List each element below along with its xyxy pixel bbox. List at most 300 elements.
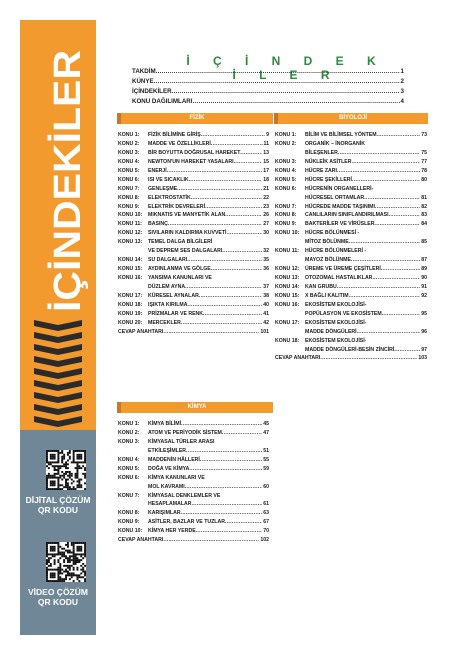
- entry-number: KONU 13:: [118, 239, 143, 246]
- entry-label: KONU DAĞILIMLARI: [132, 98, 193, 105]
- qr-panel: [20, 430, 96, 635]
- page-number: 103: [418, 355, 427, 362]
- entry-title: AYDINLANMA VE GÖLGE: [148, 266, 211, 273]
- page-number: 91: [421, 283, 427, 290]
- chevron-mark: [34, 344, 82, 355]
- answer-key-entry[interactable]: [275, 354, 427, 363]
- page-number: 95: [421, 310, 427, 317]
- toc-entry[interactable]: [118, 256, 269, 265]
- entry-number: [118, 483, 148, 492]
- page-number: 42: [263, 319, 269, 326]
- entry-title: POPÜLASYON VE EKOSİSTEM: [305, 310, 382, 317]
- toc-entry[interactable]: [118, 131, 269, 140]
- dot-leader: [181, 420, 262, 429]
- toc-entry[interactable]: [118, 420, 269, 429]
- dot-leader: [187, 301, 262, 310]
- entry-number: KONU 9:: [118, 519, 140, 526]
- page-number: 37: [263, 283, 269, 290]
- entry-number: KONU 20:: [118, 319, 143, 326]
- entry-number: KONU 18:: [275, 337, 300, 344]
- dot-leader: [320, 354, 417, 363]
- entry-number: KONU 6:: [118, 474, 140, 481]
- dot-leader: [163, 328, 259, 337]
- dot-leader: [211, 265, 262, 274]
- page-number: 89: [421, 266, 427, 273]
- chevron-mark: [34, 332, 82, 343]
- page-number: 9: [266, 132, 269, 138]
- page-number: 38: [263, 292, 269, 299]
- entry-number: KONU 5:: [118, 465, 140, 472]
- entry-number: KONU 2:: [275, 140, 297, 147]
- dot-leader: [192, 500, 263, 509]
- entry-number: KONU 1:: [118, 421, 140, 427]
- dot-leader: [225, 518, 262, 527]
- chevron-mark: [34, 404, 82, 415]
- dot-leader: [357, 328, 421, 337]
- dot-leader: [337, 167, 420, 176]
- entry-title: MADDE VE ÖZELLİKLERİ: [148, 140, 211, 147]
- entry-number: [118, 247, 148, 256]
- entry-number: KONU 4:: [275, 167, 297, 174]
- entry-title: HESAPLAMALAR: [148, 501, 192, 508]
- entry-title: ENERJİ: [148, 167, 167, 174]
- entry-number: KONU 9:: [118, 203, 140, 210]
- page-number: 26: [263, 212, 269, 219]
- page-number: 45: [263, 421, 269, 427]
- entry-number: KONU 14:: [118, 257, 143, 264]
- dot-leader: [205, 203, 262, 212]
- toc-entry[interactable]: [275, 229, 427, 238]
- toc-entry[interactable]: [275, 203, 427, 212]
- toc-entry[interactable]: [118, 301, 269, 310]
- kimya-entry-list: [118, 420, 269, 545]
- dot-leader: [168, 220, 262, 229]
- dot-leader: [189, 176, 263, 185]
- front-matter-row[interactable]: [132, 67, 404, 77]
- toc-entry[interactable]: [275, 265, 427, 274]
- toc-entry[interactable]: [275, 149, 427, 158]
- dot-leader: [227, 229, 263, 238]
- toc-entry[interactable]: [275, 274, 427, 283]
- dot-leader: [200, 456, 262, 465]
- page-number: 13: [263, 149, 269, 156]
- entry-title: MAYOZ BÖLÜNME: [305, 257, 351, 264]
- page-number: 84: [421, 221, 427, 228]
- entry-number: KONU 11:: [275, 248, 299, 255]
- entry-number: CEVAP ANAHTARI: [275, 355, 321, 362]
- entry-number: KONU 8:: [118, 510, 140, 517]
- biyoloji-entry-list: [275, 131, 427, 363]
- entry-title: MIKNATIS VE MANYETİK ALAN: [148, 212, 226, 219]
- toc-entry[interactable]: [118, 229, 269, 238]
- entry-number: KONU 8:: [275, 212, 297, 219]
- chevron-decoration: [20, 316, 96, 428]
- entry-label: TAKDİM: [132, 68, 156, 75]
- entry-title: HÜCRESEL ORTAMLAR: [305, 194, 365, 201]
- page-number: 82: [421, 203, 427, 210]
- dot-leader: [349, 238, 421, 247]
- toc-entry[interactable]: [118, 310, 269, 319]
- entry-number: [275, 238, 305, 247]
- toc-entry[interactable]: [275, 292, 427, 301]
- dot-leader: [186, 447, 262, 456]
- dot-leader: [352, 176, 420, 185]
- dot-leader: [163, 536, 259, 545]
- entry-number: KONU 13:: [275, 275, 300, 281]
- toc-entry[interactable]: [118, 194, 269, 203]
- dot-leader: [167, 167, 262, 176]
- dot-leader: [372, 274, 420, 283]
- entry-title: X BAĞLI KALITIM: [305, 292, 349, 299]
- toc-entry[interactable]: [118, 185, 269, 194]
- toc-entry[interactable]: [275, 337, 427, 346]
- dot-leader: [364, 194, 420, 203]
- dot-leader: [382, 310, 421, 319]
- answer-key-entry[interactable]: [118, 328, 269, 337]
- entry-title: ATOM VE PERİYODİK SİSTEM: [148, 429, 222, 436]
- entry-title: EKOSİSTEM EKOLOJİSİ-: [305, 337, 367, 344]
- page-number: 85: [421, 239, 427, 246]
- entry-title: MOL KAVRAMI: [148, 483, 185, 490]
- entry-title: MADDE DÖNGÜLERİ-BESİN ZİNCİRİ: [305, 346, 395, 353]
- page-number: 35: [263, 257, 269, 264]
- entry-number: KONU 3:: [275, 158, 297, 165]
- dot-leader: [234, 158, 263, 167]
- entry-number: KONU 8:: [118, 194, 140, 201]
- entry-title: EKOSİSTEM EKOLOJİSİ-: [305, 301, 367, 308]
- entry-title: EKOSİSTEM EKOLOJİSİ-: [305, 319, 367, 326]
- front-matter-row[interactable]: [132, 97, 404, 107]
- entry-number: [118, 500, 148, 509]
- toc-entry[interactable]: [118, 167, 269, 176]
- dot-leader: [187, 256, 262, 265]
- toc-entry[interactable]: [118, 149, 269, 158]
- toc-entry[interactable]: [275, 328, 427, 337]
- entry-title: DOĞA VE KİMYA: [148, 465, 190, 472]
- toc-entry[interactable]: [118, 292, 269, 301]
- toc-entry[interactable]: [118, 265, 269, 274]
- toc-entry[interactable]: [275, 220, 427, 229]
- entry-title: KİMYA BİLİMİ: [148, 421, 182, 427]
- fizik-entry-list: [118, 131, 269, 337]
- front-matter-row[interactable]: [132, 77, 404, 87]
- page-number: 63: [263, 510, 269, 517]
- entry-number: KONU 19:: [118, 310, 143, 317]
- entry-number: KONU 17:: [275, 319, 300, 326]
- entry-number: KONU 16:: [118, 275, 143, 281]
- entry-number: KONU 4:: [118, 456, 140, 463]
- qr2-label-line1: VİDEO ÇÖZÜM: [28, 587, 88, 597]
- video-solution-qr-code[interactable]: [46, 542, 86, 582]
- page-number: 41: [263, 310, 269, 317]
- page-number: 51: [263, 447, 269, 454]
- entry-number: KONU 4:: [118, 158, 140, 165]
- digital-solution-qr-code[interactable]: [46, 450, 86, 490]
- page-number: 32: [263, 248, 269, 255]
- chevron-mark: [34, 416, 82, 427]
- page-number: 27: [263, 221, 269, 228]
- toc-entry[interactable]: [275, 256, 427, 265]
- entry-label: KÜNYE: [132, 78, 154, 85]
- entry-number: KONU 5:: [118, 167, 140, 174]
- toc-entry[interactable]: [118, 492, 269, 501]
- entry-number: [118, 283, 148, 292]
- page-number: 30: [263, 230, 269, 237]
- entry-title: GENLEŞME: [148, 185, 178, 192]
- dot-leader: [374, 220, 420, 229]
- entry-title: KAN GRUBU: [305, 283, 337, 290]
- page-number: 2: [400, 78, 404, 85]
- toc-entry[interactable]: [118, 518, 269, 527]
- chevron-mark: [34, 368, 82, 379]
- toc-entry[interactable]: [275, 176, 427, 185]
- toc-entry[interactable]: [275, 131, 427, 140]
- entry-number: KONU 15:: [275, 292, 300, 299]
- entry-title: CANLILARIN SINIFLANDIRILMASI: [305, 212, 389, 219]
- entry-number: KONU 7:: [275, 203, 297, 210]
- section-header-kimya: KİMYA: [117, 402, 273, 413]
- page-number: 87: [421, 257, 427, 264]
- toc-entry[interactable]: [275, 140, 427, 149]
- entry-number: KONU 10:: [118, 528, 143, 535]
- toc-entry[interactable]: [118, 447, 269, 456]
- entry-number: CEVAP ANAHTARI: [118, 537, 164, 544]
- toc-entry[interactable]: [275, 319, 427, 328]
- toc-entry[interactable]: [275, 167, 427, 176]
- toc-entry[interactable]: [118, 247, 269, 256]
- entry-number: KONU 2:: [118, 140, 140, 147]
- entry-number: KONU 14:: [275, 283, 300, 290]
- dot-leader: [185, 283, 262, 292]
- dot-leader: [349, 292, 421, 301]
- entry-number: [275, 310, 305, 319]
- page-number: 77: [421, 158, 427, 165]
- page-number: 47: [263, 429, 269, 436]
- toc-entry[interactable]: [275, 310, 427, 319]
- entry-number: KONU 7:: [118, 185, 140, 192]
- entry-number: KONU 12:: [275, 266, 300, 273]
- page-number: 36: [263, 266, 269, 273]
- page-number: 96: [421, 328, 427, 335]
- answer-key-entry[interactable]: [118, 536, 269, 545]
- entry-title: ÜREME VE ÜREME ÇEŞİTLERİ: [305, 266, 381, 273]
- sidebar-orange-band: [20, 20, 96, 430]
- entry-title: SU DALGALARI: [148, 257, 188, 264]
- page-number: 67: [263, 519, 269, 526]
- entry-title: IŞIKTA KIRILMA: [148, 301, 188, 308]
- toc-entry[interactable]: [118, 203, 269, 212]
- toc-entry[interactable]: [118, 438, 269, 447]
- entry-number: KONU 10:: [118, 212, 143, 219]
- entry-label: İÇİNDEKİLER: [132, 88, 172, 95]
- page-number: 92: [421, 292, 427, 299]
- section-header-fizik: FİZİK: [117, 113, 273, 124]
- dot-leader: [211, 140, 263, 149]
- front-matter-row[interactable]: [132, 87, 404, 97]
- toc-entry[interactable]: [118, 429, 269, 438]
- entry-title: FİZİK BİLİMİNE GİRİŞ: [148, 132, 201, 138]
- entry-title: ASİTLER, BAZLAR VE TUZLAR: [148, 519, 225, 526]
- entry-title: ELEKTROSTATİK: [148, 194, 191, 201]
- entry-number: KONU 1:: [275, 132, 297, 138]
- entry-title: ORGANİK – İNORGANİK: [305, 140, 365, 147]
- entry-title: BAKTERİLER VE VİRÜSLER: [305, 221, 375, 228]
- dot-leader: [181, 509, 263, 518]
- entry-number: [275, 256, 305, 265]
- entry-title: MADDE DÖNGÜLERİ: [305, 328, 357, 335]
- toc-entry[interactable]: [275, 346, 427, 355]
- entry-title: YANSIMA KANUNLARI VE: [148, 275, 212, 281]
- dot-leader: [222, 429, 262, 438]
- qr1-label-line1: DİJİTAL ÇÖZÜM: [25, 495, 91, 505]
- toc-entry[interactable]: [118, 220, 269, 229]
- qr2-label-line2: QR KODU: [37, 597, 79, 607]
- entry-title: KİMYASAL TÜRLER ARASI: [148, 438, 215, 445]
- page-number: 97: [421, 346, 427, 353]
- entry-number: [275, 194, 305, 203]
- entry-number: KONU 7:: [118, 492, 140, 499]
- entry-title: HÜCREDE MADDE TAŞINIMI: [305, 203, 375, 210]
- page-number: 18: [263, 176, 269, 183]
- toc-entry[interactable]: [275, 211, 427, 220]
- page-number: 101: [260, 328, 269, 335]
- toc-entry[interactable]: [118, 527, 269, 536]
- entry-title: OTOZOMAL HASTALIKLAR: [305, 275, 373, 281]
- toc-entry[interactable]: [118, 509, 269, 518]
- entry-title: BİLİM VE BİLİMSEL YÖNTEM: [305, 132, 377, 138]
- toc-entry[interactable]: [118, 140, 269, 149]
- entry-title: HÜCRE ŞEKİLLERİ: [305, 176, 352, 183]
- chevron-mark: [34, 320, 82, 331]
- dot-leader: [189, 465, 262, 474]
- entry-number: KONU 9:: [275, 221, 297, 228]
- page-number: 23: [263, 203, 269, 210]
- toc-entry[interactable]: [118, 474, 269, 483]
- entry-number: KONU 10:: [275, 230, 300, 237]
- page-number: 4: [400, 98, 404, 105]
- entry-title: ISI VE SICAKLIK: [148, 176, 189, 183]
- page-number: 55: [263, 456, 269, 463]
- page-number: 11: [263, 140, 269, 147]
- entry-number: KONU 15:: [118, 266, 143, 273]
- entry-number: [275, 328, 305, 337]
- toc-entry[interactable]: [118, 500, 269, 509]
- entry-title: DÜZLEM AYNA: [148, 283, 186, 290]
- entry-title: ETKİLEŞİMLER: [148, 447, 187, 454]
- section-header-biyoloji: BİYOLOJİ: [274, 113, 428, 124]
- toc-entry[interactable]: [275, 185, 427, 194]
- toc-entry[interactable]: [275, 283, 427, 292]
- page-number: 78: [421, 167, 427, 174]
- sidebar: [20, 20, 96, 635]
- entry-number: CEVAP ANAHTARI: [118, 328, 164, 335]
- entry-title: KİMYA KANUNLARI VE: [148, 474, 205, 481]
- toc-entry[interactable]: [118, 456, 269, 465]
- entry-title: MERCEKLER: [148, 319, 181, 326]
- toc-entry[interactable]: [118, 319, 269, 328]
- entry-title: NÜKLEİK ASİTLER: [305, 158, 352, 165]
- entry-title: HÜCRE BÖLÜNMELERİ -: [305, 248, 367, 255]
- digital-solution-label: [20, 495, 96, 515]
- dot-leader: [191, 194, 262, 203]
- toc-entry[interactable]: [118, 283, 269, 292]
- page-number: 1: [400, 68, 404, 75]
- entry-number: KONU 2:: [118, 429, 140, 436]
- toc-entry[interactable]: [118, 238, 269, 247]
- entry-title: KİMYA HER YERDE: [148, 528, 196, 535]
- dot-leader: [381, 265, 420, 274]
- toc-entry[interactable]: [118, 158, 269, 167]
- entry-title: KİMYASAL DENKLEMLER VE: [148, 492, 221, 499]
- page-number: 17: [263, 167, 269, 174]
- page-number: 61: [263, 501, 269, 508]
- dot-leader: [389, 211, 421, 220]
- toc-entry[interactable]: [275, 247, 427, 256]
- dot-leader: [225, 211, 262, 220]
- dot-leader: [203, 310, 262, 319]
- toc-entry[interactable]: [275, 238, 427, 247]
- entry-number: KONU 3:: [118, 438, 140, 445]
- dot-leader: [351, 256, 420, 265]
- entry-title: HÜCRE BÖLÜNMESİ -: [305, 230, 360, 237]
- toc-entry[interactable]: [275, 158, 427, 167]
- toc-entry[interactable]: [118, 274, 269, 283]
- entry-number: KONU 11:: [118, 221, 142, 228]
- toc-entry[interactable]: [275, 194, 427, 203]
- toc-entry[interactable]: [118, 483, 269, 492]
- page-number: 59: [263, 465, 269, 472]
- entry-number: [275, 149, 305, 158]
- page-number: 60: [263, 483, 269, 490]
- video-solution-label: [20, 587, 96, 607]
- page-number: 81: [421, 194, 427, 201]
- toc-entry[interactable]: [118, 211, 269, 220]
- entry-number: [118, 447, 148, 456]
- entry-title: PRİZMALAR VE RENK: [148, 310, 204, 317]
- dot-leader: [199, 292, 262, 301]
- dot-leader: [181, 319, 262, 328]
- qr-code-icon: [46, 450, 86, 490]
- toc-title: İ Ç İ N D E K İ L E R: [186, 54, 386, 82]
- dot-leader: [196, 527, 263, 536]
- page-number: 75: [421, 149, 427, 156]
- entry-title: TEMEL DALGA BİLGİLERİ: [148, 239, 213, 246]
- entry-title: BİLEŞENLER: [305, 149, 338, 156]
- page-number: 73: [421, 132, 427, 138]
- dot-leader: [177, 185, 262, 194]
- entry-title: KÜRESEL AYNALAR: [148, 292, 199, 299]
- entry-number: KONU 18:: [118, 301, 143, 308]
- toc-entry[interactable]: [118, 176, 269, 185]
- toc-entry[interactable]: [118, 465, 269, 474]
- entry-title: BASINÇ: [148, 221, 168, 228]
- dot-leader: [201, 131, 265, 140]
- entry-title: BİR BOYUTTA DOĞRUSAL HAREKET: [148, 149, 241, 156]
- qr-code-icon: [46, 542, 86, 582]
- entry-number: KONU 1:: [118, 132, 140, 138]
- entry-title: HÜCRENİN ORGANELLERİ-: [305, 185, 374, 192]
- toc-entry[interactable]: [275, 301, 427, 310]
- entry-number: KONU 3:: [118, 149, 140, 156]
- page-number: 102: [260, 537, 269, 544]
- entry-number: KONU 16:: [275, 301, 300, 308]
- page-number: 70: [263, 528, 269, 535]
- entry-title: SIVILARIN KALDIRMA KUVVETİ: [148, 230, 227, 237]
- entry-number: KONU 17:: [118, 292, 143, 299]
- chevron-mark: [34, 380, 82, 391]
- page-number: 40: [263, 301, 269, 308]
- dot-leader: [240, 149, 262, 158]
